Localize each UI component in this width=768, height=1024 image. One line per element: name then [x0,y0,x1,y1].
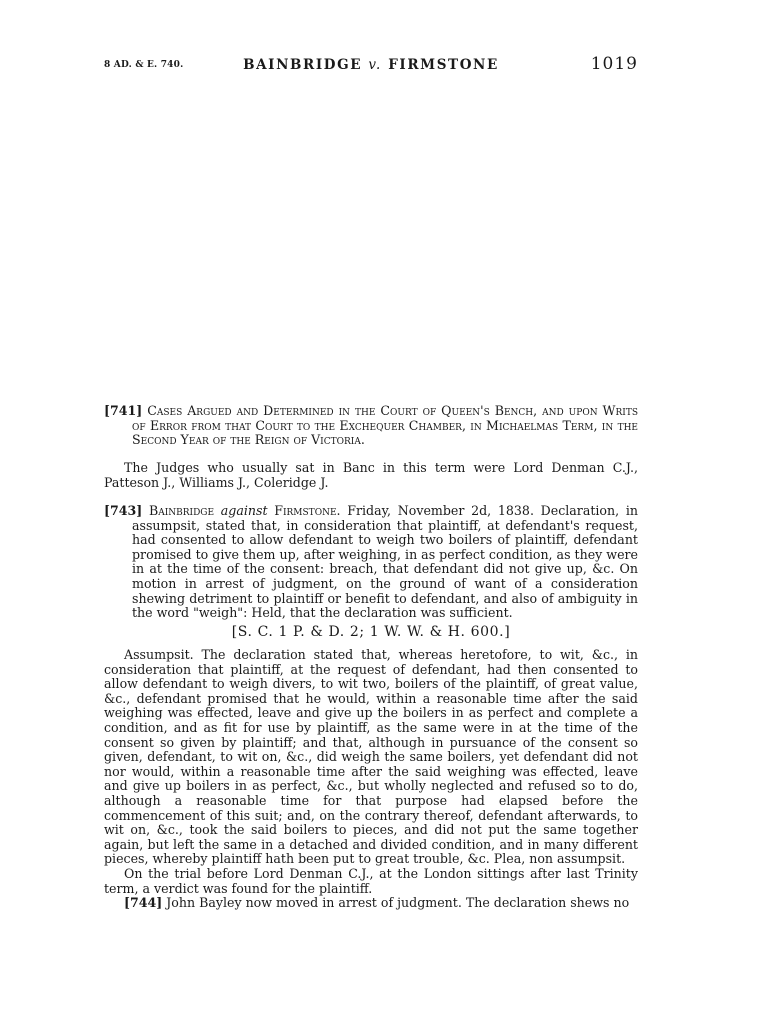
judges-note-text: The Judges who usually sat in Banc in this term were Lord Denman C.J., Patteson J., Williams J., Coleridge J. [104,460,638,490]
body-paragraph-text: John Bayley now moved in arrest of judgment. The declaration shews no [166,895,630,911]
cases-heading-text: Cases Argued and Determined in the Court of Queen's Bench, and upon Writs of Error from that Court to the Exchequer Chamber, in Michaelmas Term, in the Second Year of the Reign of Victoria. [132,403,638,448]
party-defendant: Firmstone. [274,503,341,518]
page-marker: [744] [124,895,163,911]
body-paragraph: On the trial before Lord Denman C.J., at the London sittings after last Trinity term, a verdict was found for the plaintiff. [104,865,638,896]
case-title-party2: FIRMSTONE [381,57,499,73]
case-title [104,57,638,73]
citation-block [104,625,638,640]
page-number: 1019 [590,54,638,74]
report-body [104,648,638,911]
headnote [104,504,638,621]
body-paragraph: Assumpsit. The declaration stated that, whereas heretofore, to wit, &c., in consideration that plaintiff, at the request of defendant, had then consented to allow defendant to weigh divers, to wit two, boilers of the plaintiff, of great value, &c., defendant promised that he would, within a reasonable time after the said weighing was effected, leave and give up the boilers in as perfect and complete a condition, and as fit for use by plaintiff, as the same were in at the time of the consent so given by plaintiff; and that, although in pursuance of the consent so given, defendant, to wit on, &c., did weigh the same boilers, yet defendant did not nor would, within a reasonable time after the said weighing was effected, leave and give up boilers in as perfect, &c., but wholly neglected and refused so to do, although a reasonable time for that purpose had elapsed before the commencement of this suit; and, on the contrary thereof, defendant afterwards, to wit on, &c., took the said boilers to pieces, and did not put the same together again, but left the same in a detached and divided condition, and in many different pieces, whereby plaintiff hath been put to great trouble, &c. Plea, non assumpsit. [104,647,638,867]
judges-note [104,461,638,490]
headnote-text: Friday, November 2d, 1838. Declaration, in assumpsit, stated that, in consideration that plaintiff, at defendant's request, had consented to allow defendant to weigh two boilers of plaintiff, defendant promised to give them up, after weighing, in as perfect condition, as they were in at the time of the consent: breach, that defendant did not give up, &c. On motion in arrest of judgment, on the ground of want of a consideration shewing detriment to plaintiff or benefit to defendant, and also of ambiguity in the word "weigh": Held, that the declaration was sufficient. [132,503,638,621]
report-reference: 8 AD. & E. 740. [104,60,184,70]
body-paragraph [104,896,638,911]
parallel-citation: [S. C. 1 P. & D. 2; 1 W. W. & H. 600.] [231,624,511,640]
page-marker: [741] [104,403,143,418]
case-title-versus: v. [368,57,382,73]
running-header [104,56,638,78]
page-marker: [743] [104,503,143,518]
against-word: against [220,503,268,518]
case-title-party1: BAINBRIDGE [243,57,369,73]
party-plaintiff: Bainbridge [148,503,215,518]
cases-heading [104,404,638,448]
